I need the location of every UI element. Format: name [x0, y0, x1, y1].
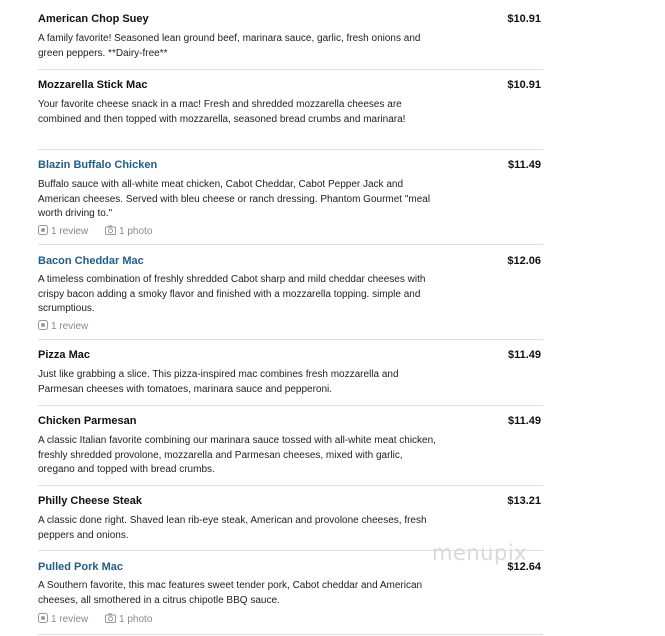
item-description: A classic Italian favorite combining our marinara sauce tossed with all-white meat chicken, freshly shredded provolone, mozzarella and Parmesan cheeses, mixed with garlic, oregano and topped with bread crumbs. [38, 435, 436, 475]
item-price: $11.49 [507, 415, 541, 427]
item-price: $11.49 [507, 159, 541, 171]
reviews-link[interactable] [38, 225, 88, 238]
item-price: $12.06 [507, 255, 541, 267]
reviews-link[interactable] [38, 320, 88, 333]
reviews-count: 1 review [51, 321, 89, 332]
item-meta [38, 613, 152, 626]
menupix-watermark: menupix [432, 541, 528, 565]
camera-icon [105, 225, 116, 238]
item-price: $10.91 [507, 79, 541, 91]
photos-count: 1 photo [119, 614, 153, 625]
camera-icon [105, 613, 116, 626]
item-name: Pizza Mac [38, 349, 90, 361]
item-price: $12.64 [507, 561, 541, 573]
item-name: Philly Cheese Steak [38, 495, 142, 507]
review-icon [38, 320, 48, 333]
menu-item [38, 406, 543, 486]
item-description: A family favorite! Seasoned lean ground beef, marinara sauce, garlic, fresh onions and green peppers. **Dairy-free** [38, 33, 421, 59]
item-name: Mozzarella Stick Mac [38, 79, 148, 91]
photos-link[interactable] [105, 225, 152, 238]
item-description: A classic done right. Shaved lean rib-eye steak, American and provolone cheeses, fresh peppers and onions. [38, 515, 427, 541]
item-description: Buffalo sauce with all-white meat chicken, Cabot Cheddar, Cabot Pepper Jack and American cheeses. Served with bleu cheese or ranch dressing. Phantom Gourmet "meal worth driving to." [38, 179, 431, 219]
item-name-link[interactable]: Bacon Cheddar Mac [38, 255, 144, 267]
menu-list [38, 0, 543, 635]
item-description: A Southern favorite, this mac features sweet tender pork, Cabot cheddar and American cheeses, all smothered in a citrus chipotle BBQ sauce. [38, 580, 423, 606]
item-description: Just like grabbing a slice. This pizza-inspired mac combines fresh mozzarella and Parmesan cheeses with tomatoes, marinara sauce and pepperoni. [38, 369, 399, 395]
menu-item [38, 150, 543, 245]
item-price: $13.21 [507, 495, 541, 507]
review-icon [38, 225, 48, 238]
item-price: $10.91 [507, 13, 541, 25]
menu-item [38, 70, 543, 150]
reviews-link[interactable] [38, 613, 88, 626]
item-name: American Chop Suey [38, 13, 149, 25]
photos-link[interactable] [105, 613, 152, 626]
item-name: Chicken Parmesan [38, 415, 137, 427]
item-name-link[interactable]: Blazin Buffalo Chicken [38, 159, 158, 171]
menu-item [38, 340, 543, 406]
review-icon [38, 613, 48, 626]
item-description: Your favorite cheese snack in a mac! Fresh and shredded mozzarella cheeses are combined and then topped with mozzarella, seasoned bread crumbs and marinara! [38, 99, 406, 125]
item-description: A timeless combination of freshly shredded Cabot sharp and mild cheddar cheeses with crispy bacon adding a smoky flavor and finished with a mozzarella topping. simple and scrumptious. [38, 274, 426, 314]
reviews-count: 1 review [51, 226, 89, 237]
menu-item [38, 0, 543, 70]
reviews-count: 1 review [51, 614, 89, 625]
menu-item [38, 245, 543, 340]
item-price: $11.49 [507, 349, 541, 361]
item-name-link[interactable]: Pulled Pork Mac [38, 561, 123, 573]
photos-count: 1 photo [119, 226, 153, 237]
item-meta [38, 320, 88, 333]
item-meta [38, 225, 152, 238]
